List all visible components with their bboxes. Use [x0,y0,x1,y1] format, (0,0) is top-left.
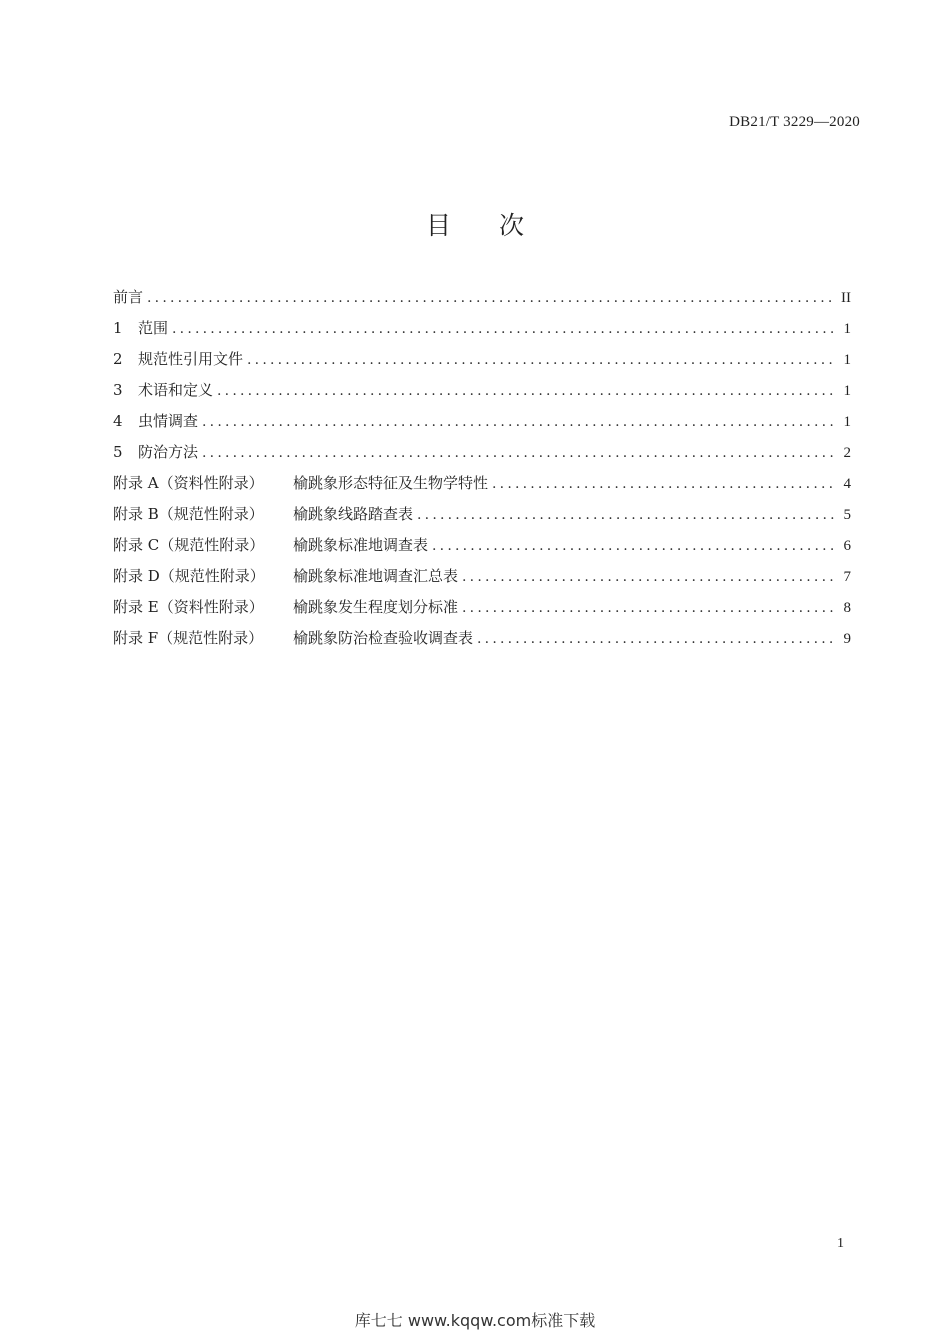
toc-entry-pest-survey[interactable] [113,410,851,441]
toc-entry-label: 榆跳象标准地调查汇总表 [293,567,459,585]
toc-entry-label: 虫情调查 [138,412,199,430]
toc-entry-page: 4 [843,476,851,492]
toc-entry-label: 范围 [138,319,169,337]
toc-entry-annex-e[interactable] [113,596,851,627]
toc-entry-annex-b[interactable] [113,503,851,534]
toc-entry-page: 8 [843,600,851,616]
toc-leader-dots [462,600,835,616]
toc-leader-dots [147,290,835,306]
toc-leader-dots [417,507,835,523]
toc-annex-label: 附录 A（资料性附录） [113,474,264,492]
toc-leader-dots [217,383,835,399]
toc-entry-page: 1 [843,321,851,337]
toc-entry-annex-d[interactable] [113,565,851,596]
toc-leader-dots [247,352,835,368]
page-title: 目次 [425,211,572,240]
toc-entry-label: 榆跳象线路踏查表 [293,505,414,523]
toc-entry-number: 4 [113,412,123,430]
toc-annex-label: 附录 D（规范性附录） [113,567,265,585]
toc-entry-page: 2 [843,445,851,461]
toc-entry-annex-f[interactable] [113,627,851,658]
toc-entry-page: 1 [843,414,851,430]
toc-leader-dots [477,631,835,647]
toc-leader-dots [202,414,835,430]
toc-entry-annex-c[interactable] [113,534,851,565]
toc-entry-foreword[interactable] [113,286,851,317]
toc-annex-label: 附录 E（资料性附录） [113,598,264,616]
toc-entry-number: 2 [113,350,123,368]
toc-entry-page: 1 [843,383,851,399]
toc-annex-label: 附录 B（规范性附录） [113,505,264,523]
toc-leader-dots [172,321,835,337]
toc-entry-label: 术语和定义 [138,381,214,399]
toc-annex-label: 附录 C（规范性附录） [113,536,265,554]
toc-entry-annex-a[interactable] [113,472,851,503]
toc-entry-page: 6 [843,538,851,554]
toc-entry-label: 前言 [113,288,144,306]
toc-leader-dots [432,538,835,554]
toc-entry-terms[interactable] [113,379,851,410]
toc-entry-label: 防治方法 [138,443,199,461]
toc-entry-label: 榆跳象防治检查验收调查表 [293,629,474,647]
toc-entry-label: 榆跳象形态特征及生物学特性 [293,474,489,492]
toc-entry-label: 榆跳象标准地调查表 [293,536,429,554]
toc-entry-page: 7 [843,569,851,585]
toc-entry-page: II [841,290,851,306]
toc-entry-page: 5 [843,507,851,523]
toc-leader-dots [202,445,835,461]
toc-entry-page: 9 [843,631,851,647]
table-of-contents [113,286,851,658]
toc-annex-label: 附录 F（规范性附录） [113,629,264,647]
toc-leader-dots [492,476,835,492]
download-watermark: 库七七 www.kqqw.com标准下载 [354,1311,596,1330]
toc-entry-page: 1 [843,352,851,368]
toc-entry-normative-references[interactable] [113,348,851,379]
toc-entry-number: 5 [113,443,123,461]
toc-entry-number: 3 [113,381,123,399]
standard-code: DB21/T 3229—2020 [729,114,860,130]
toc-entry-label: 榆跳象发生程度划分标准 [293,598,459,616]
toc-entry-control-methods[interactable] [113,441,851,472]
page-number: 1 [837,1236,844,1251]
toc-entry-label: 规范性引用文件 [138,350,244,368]
toc-leader-dots [462,569,835,585]
toc-entry-number: 1 [113,319,123,337]
toc-entry-scope[interactable] [113,317,851,348]
